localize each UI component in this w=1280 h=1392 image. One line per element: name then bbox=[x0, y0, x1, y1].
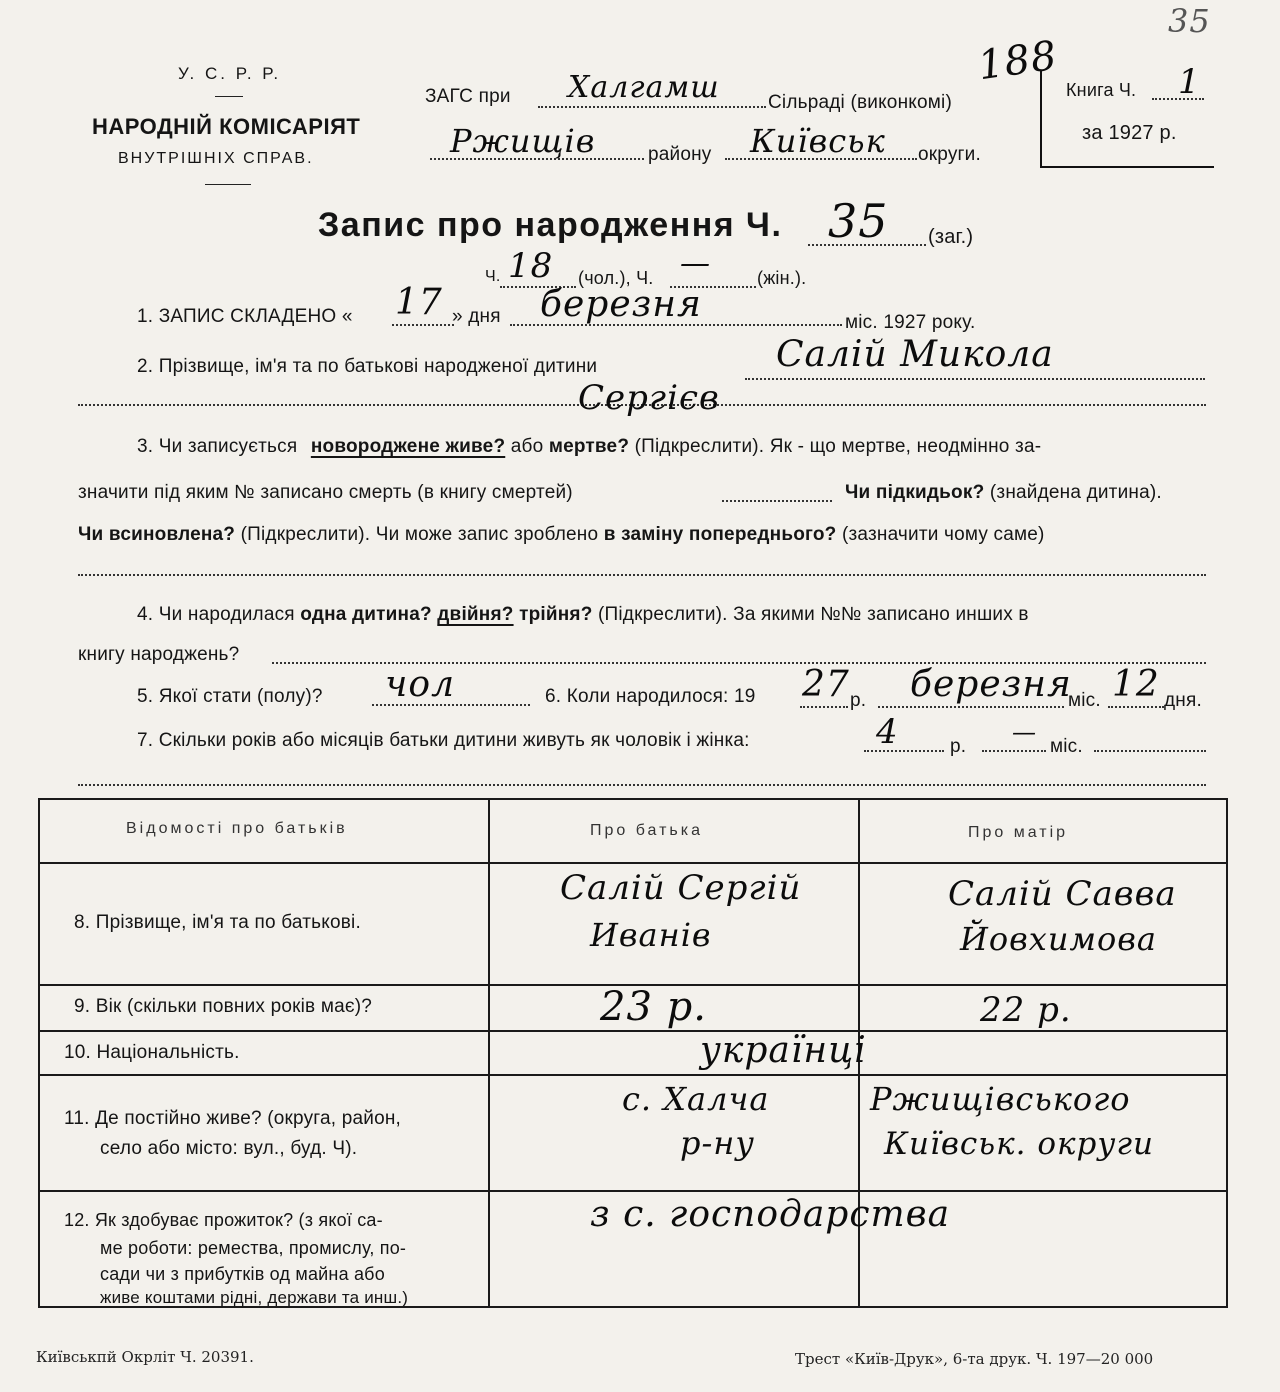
mother-residence-value: Ржищівського bbox=[870, 1080, 1131, 1118]
footer-right: Трест «Київ-Друк», 6-та друк. Ч. 197—20 000 bbox=[795, 1350, 1154, 1368]
table-row-label: 9. Вік (скільки повних років має)? bbox=[74, 996, 373, 1017]
ussr-label: У. С. Р. Р. bbox=[178, 64, 282, 83]
mother-residence-value-2: Київськ. округи bbox=[884, 1126, 1155, 1162]
record-date-prefix: 1. ЗАПИС СКЛАДЕНО « bbox=[137, 306, 353, 327]
table-col-divider-1 bbox=[488, 798, 490, 1308]
table-right-border bbox=[1226, 798, 1228, 1308]
field-3-line-2: значити під яким № записано смерть (в книгу смертей) bbox=[78, 482, 573, 503]
marriage-duration-label: 7. Скільки років або місяців батьки дитини живуть як чоловік і жінка: bbox=[137, 730, 750, 751]
divider bbox=[215, 96, 243, 97]
nationality-value: українці bbox=[700, 1030, 867, 1071]
table-row-divider bbox=[38, 1190, 1228, 1192]
female-count-value: — bbox=[680, 246, 711, 281]
livelihood-value: з с. господарства bbox=[590, 1194, 951, 1235]
table-header-info: Відомості про батьків bbox=[126, 820, 348, 837]
commissariat-title: НАРОДНІЙ КОМІСАРІЯТ bbox=[92, 114, 361, 139]
book-value: 1 bbox=[1178, 62, 1201, 102]
table-row-divider bbox=[38, 1074, 1228, 1076]
table-top-border bbox=[38, 798, 1228, 800]
male-count-prefix: Ч. bbox=[485, 268, 501, 285]
child-patronymic-value: Сергієв bbox=[578, 378, 720, 418]
child-name-label: 2. Прізвище, ім'я та по батькові народженої дитини bbox=[137, 356, 598, 377]
father-patronymic-value: Иванів bbox=[590, 916, 712, 954]
corner-mark-pencil: 35 bbox=[1168, 2, 1211, 40]
footer-left: Київськпй Окрліт Ч. 20391. bbox=[36, 1348, 254, 1366]
table-row-label: 12. Як здобуває прожиток? (з якої са- bbox=[64, 1210, 383, 1230]
birth-day-suffix: дня. bbox=[1164, 690, 1202, 711]
mother-age-value: 22 р. bbox=[980, 990, 1072, 1030]
okrug-value: Київськ bbox=[750, 122, 886, 160]
father-name-value: Салій Сергій bbox=[560, 868, 802, 908]
child-name-value: Салій Микола bbox=[776, 334, 1054, 375]
marriage-years-value: 4 bbox=[876, 712, 899, 752]
table-row-divider bbox=[38, 1030, 1228, 1032]
birth-day-value: 12 bbox=[1112, 664, 1160, 705]
table-header-mother: Про матір bbox=[968, 824, 1069, 841]
table-left-border bbox=[38, 798, 40, 1308]
sex-value: чол bbox=[385, 664, 455, 705]
zags-label: ЗАГС при bbox=[425, 86, 511, 107]
record-date-mid: » дня bbox=[452, 306, 501, 327]
table-row-label: сади чи з прибутків од майна або bbox=[100, 1264, 385, 1284]
internal-affairs-label: ВНУТРІШНІХ СПРАВ. bbox=[118, 150, 314, 167]
table-header-father: Про батька bbox=[590, 822, 703, 839]
birth-month-value: березня bbox=[910, 664, 1072, 705]
mother-patronymic-value: Йовхимова bbox=[960, 920, 1157, 958]
district-label: району bbox=[648, 144, 712, 165]
birth-month-suffix: міс. bbox=[1068, 690, 1101, 711]
district-value: Ржищів bbox=[450, 122, 596, 160]
marriage-months-value: — bbox=[1012, 718, 1037, 746]
year-label: за 1927 р. bbox=[1082, 122, 1177, 144]
father-age-value: 23 р. bbox=[600, 984, 707, 1030]
marriage-months-suffix: міс. bbox=[1050, 736, 1083, 757]
record-number: 35 bbox=[828, 194, 889, 248]
birth-year-suffix: р. bbox=[850, 690, 867, 711]
field-4-line-2: книгу народжень? bbox=[78, 644, 240, 665]
record-year-suffix: міс. 1927 року. bbox=[845, 312, 976, 333]
birth-date-label: 6. Коли народилося: 19 bbox=[545, 686, 756, 707]
okrug-label: округи. bbox=[918, 144, 981, 165]
field-4-line-1: 4. Чи народилася одна дитина? двійня? трійня? (Підкреслити). За якими №№ записано инших в bbox=[137, 604, 1029, 625]
record-day-value: 17 bbox=[395, 282, 443, 323]
table-row-label: живе коштами рідні, держави та инш.) bbox=[100, 1288, 409, 1307]
father-residence-value-2: р-ну bbox=[680, 1124, 755, 1162]
marriage-years-suffix: р. bbox=[950, 736, 967, 757]
page-title: Запис про народження Ч. bbox=[318, 206, 783, 244]
field-3-line-3: Чи всиновлена? (Підкреслити). Чи може запис зроблено в заміну попереднього? (зазначити чому саме) bbox=[78, 524, 1045, 545]
table-row-label: 10. Національність. bbox=[64, 1042, 240, 1063]
table-row-label: село або місто: вул., буд. Ч). bbox=[100, 1138, 358, 1159]
field-3-line-2-end: Чи підкидьок? (знайдена дитина). bbox=[845, 482, 1162, 503]
record-month-value: березня bbox=[540, 284, 702, 325]
father-residence-value: с. Халча bbox=[622, 1080, 770, 1118]
table-row-label: 8. Прізвище, ім'я та по батькові. bbox=[74, 912, 361, 933]
silradi-label: Сільраді (виконкомі) bbox=[768, 92, 952, 113]
male-count-label: (чол.), Ч. bbox=[578, 268, 654, 288]
male-count-value: 18 bbox=[508, 246, 554, 286]
zags-value: Халгамш bbox=[568, 70, 720, 105]
table-row-divider bbox=[38, 862, 1228, 864]
divider bbox=[205, 184, 251, 185]
zag-label: (заг.) bbox=[928, 226, 974, 248]
book-label: Книга Ч. bbox=[1066, 80, 1137, 100]
table-row-label: ме роботи: ремества, промислу, по- bbox=[100, 1238, 407, 1258]
mother-name-value: Салій Савва bbox=[948, 874, 1177, 914]
table-row-label: 11. Де постійно живе? (округа, район, bbox=[64, 1108, 402, 1129]
corner-mark-number: 188 bbox=[975, 32, 1061, 90]
field-3-line-1: 3. Чи записується новороджене живе? або мертве? (Підкреслити). Як - що мертве, неодмінно за- bbox=[137, 436, 1042, 457]
sex-label: 5. Якої стати (полу)? bbox=[137, 686, 323, 707]
female-count-label: (жін.). bbox=[757, 268, 807, 288]
birth-year-value: 27 bbox=[802, 664, 850, 705]
